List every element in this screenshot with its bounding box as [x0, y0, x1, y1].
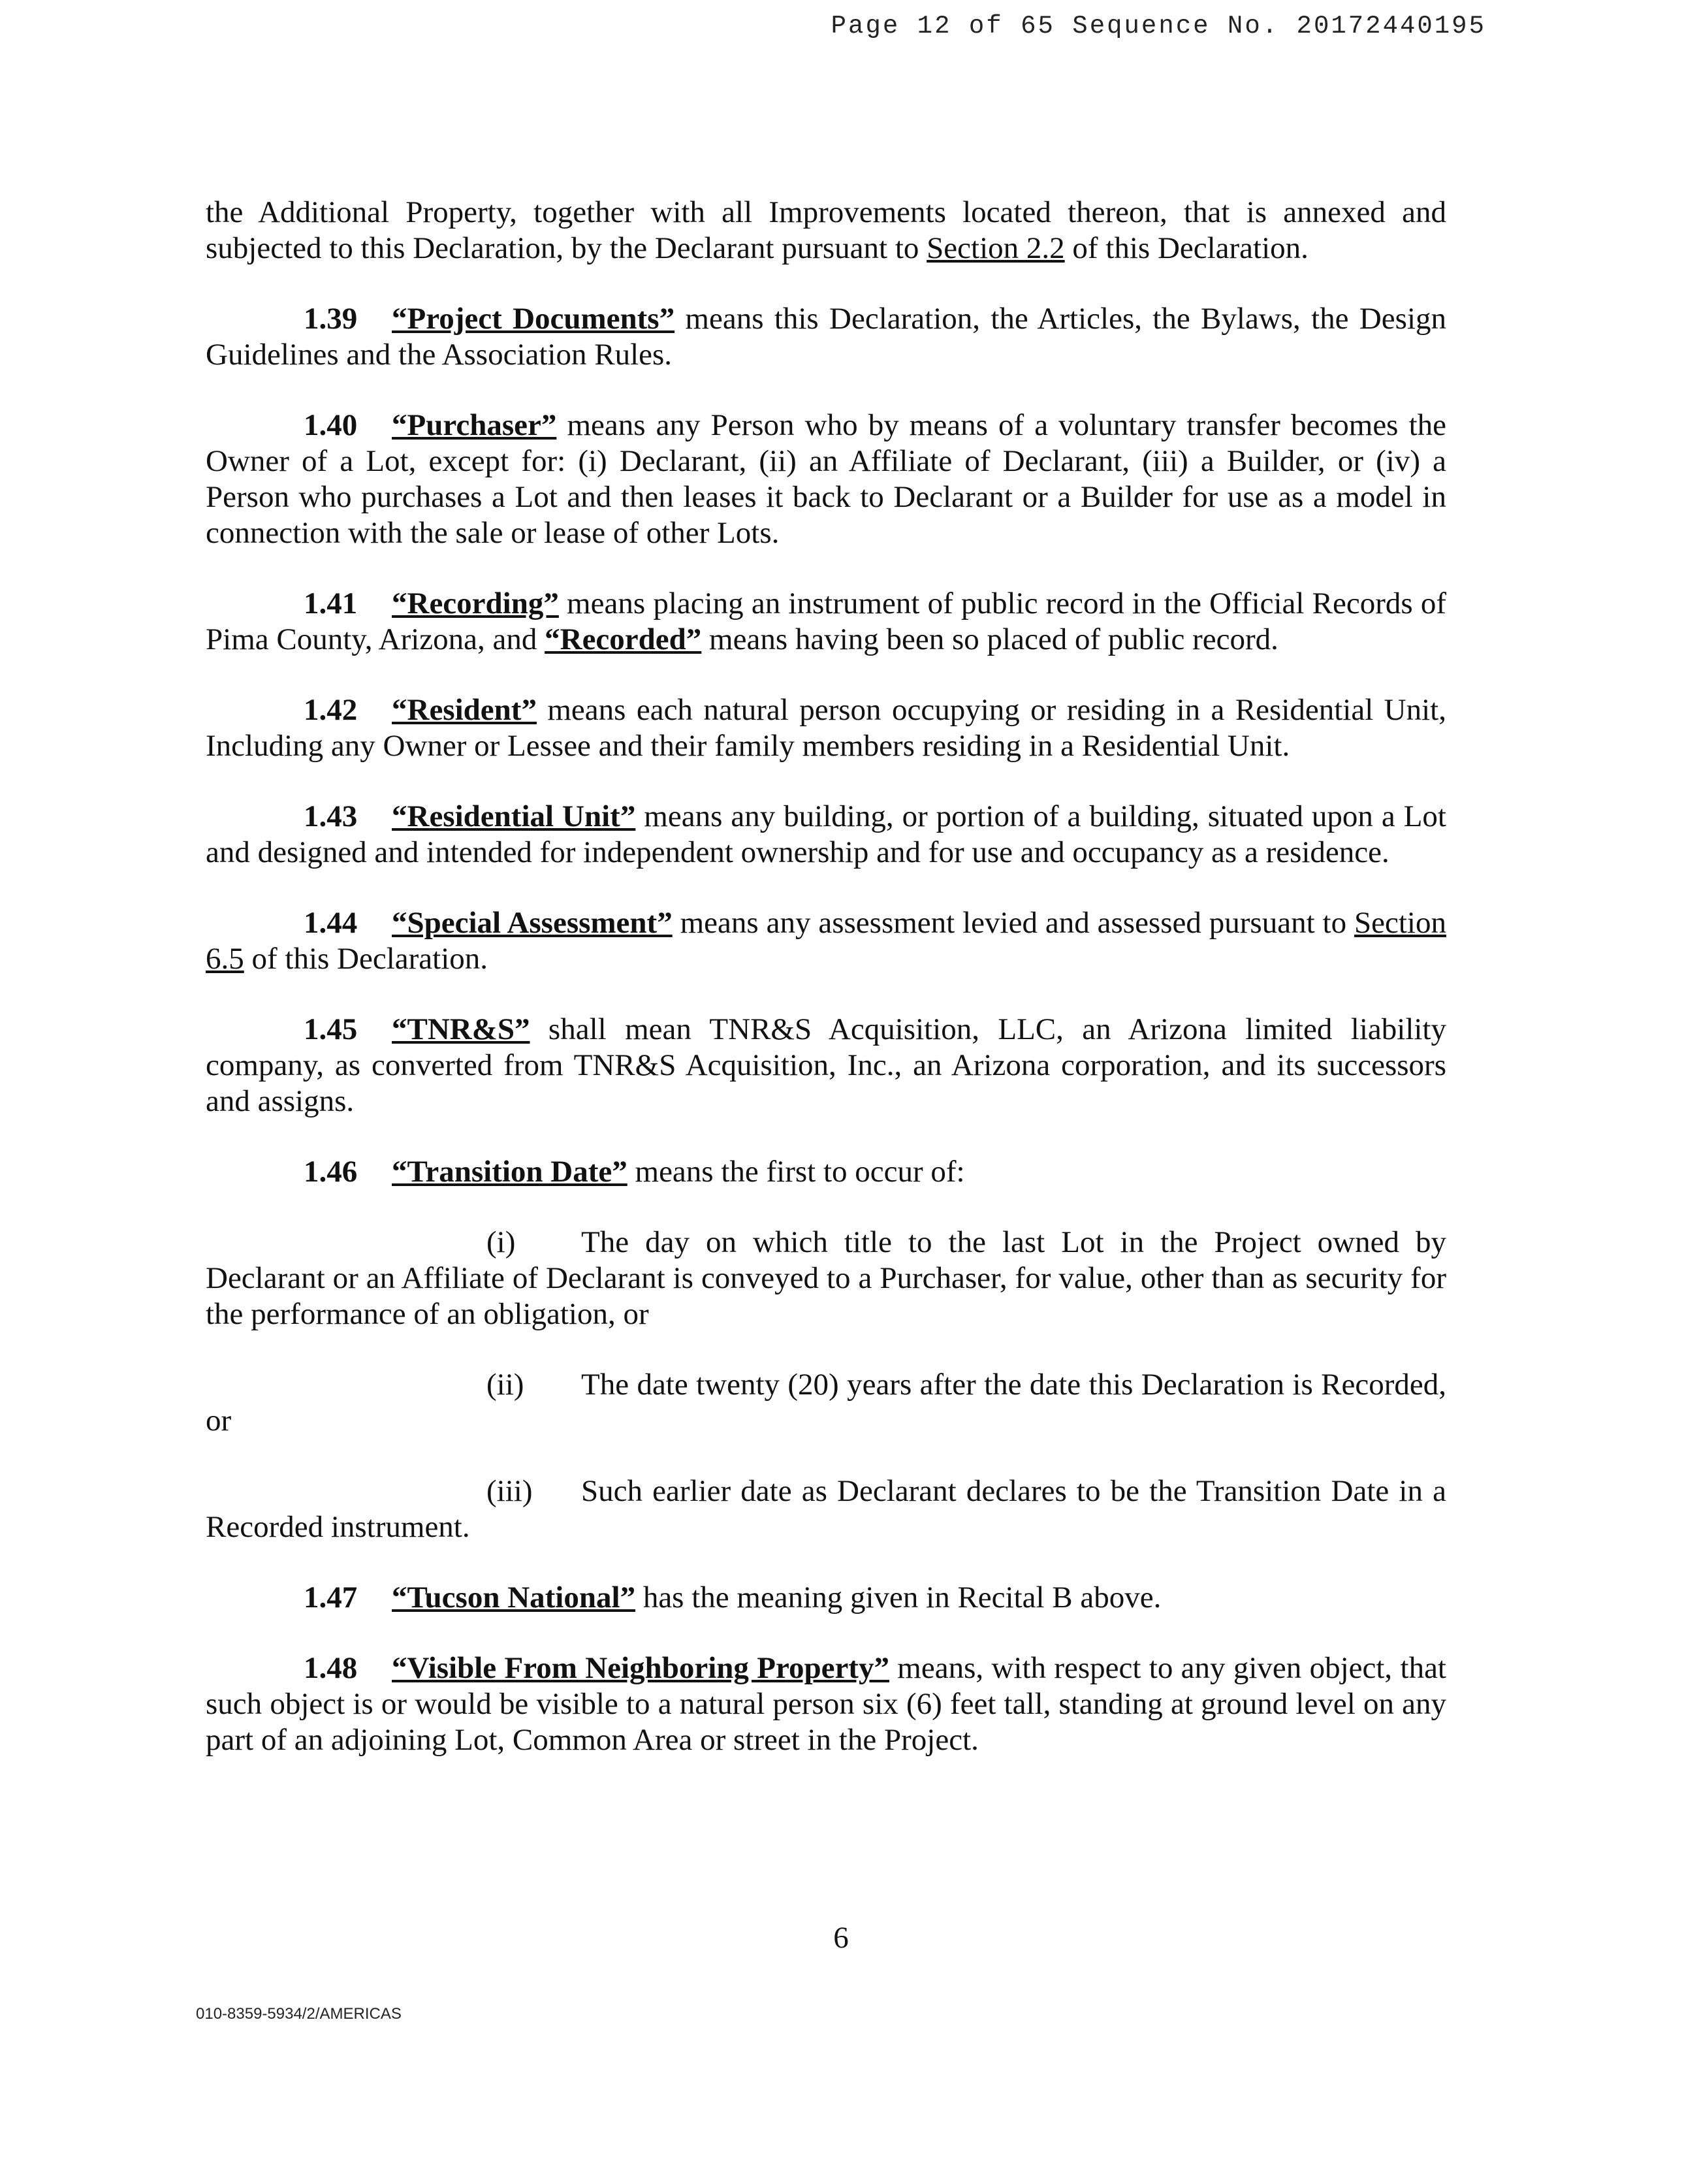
transition-item-iii [206, 1473, 1446, 1545]
defined-term: “Special Assessment” [392, 906, 673, 940]
continuation-paragraph [206, 195, 1446, 266]
definition-1-39 [206, 301, 1446, 373]
transition-item-i [206, 1225, 1446, 1332]
item-text: The date twenty (20) years after the date this Declaration is Recorded, or [206, 1368, 1446, 1437]
definition-text-end: of this Declaration. [244, 942, 488, 976]
definition-text: means the first to occur of: [627, 1155, 965, 1189]
definition-1-47 [206, 1580, 1446, 1616]
item-number: (i) [486, 1225, 516, 1259]
definition-text: has the meaning given in Recital B above. [635, 1581, 1162, 1614]
defined-term: “Transition Date” [392, 1155, 627, 1189]
definition-text: means any assessment levied and assessed pursuant to [672, 906, 1355, 940]
definition-text-end: means having been so placed of public record. [701, 622, 1278, 656]
definition-text: means placing an instrument of public record in the Official Records of Pima County, Arizona, and [206, 586, 1446, 656]
definition-1-46 [206, 1154, 1446, 1190]
section-number: 1.45 [304, 1012, 358, 1046]
definition-text: shall mean TNR&S Acquisition, LLC, an Arizona limited liability company, as converted from TNR&S Acquisition, Inc., an Arizona corporation, and its successors and assigns. [206, 1012, 1446, 1118]
section-reference: Section 6.5 [206, 906, 1446, 976]
defined-term-secondary: “Recorded” [545, 622, 702, 656]
item-text: Such earlier date as Declarant declares to be the Transition Date in a Recorded instrument. [206, 1474, 1446, 1544]
page-header: Page 12 of 65 Sequence No. 20172440195 [831, 12, 1486, 40]
section-number: 1.44 [304, 906, 358, 940]
section-reference: Section 2.2 [927, 231, 1065, 265]
section-number: 1.48 [304, 1651, 358, 1685]
section-number: 1.41 [304, 586, 358, 620]
continuation-text: the Additional Property, together with all Improvements located thereon, that is annexed and subjected to this Declaration, by the Declarant pursuant to [206, 195, 1446, 265]
defined-term: “Tucson National” [392, 1581, 636, 1614]
continuation-text-end: of this Declaration. [1064, 231, 1309, 265]
defined-term: “Resident” [392, 693, 537, 727]
definition-text: means any building, or portion of a building, situated upon a Lot and designed and intended for independent ownership and for use and occupancy as a residence. [206, 799, 1446, 869]
defined-term: “Purchaser” [392, 408, 557, 442]
definition-text: means any Person who by means of a voluntary transfer becomes the Owner of a Lot, except for: (i) Declarant, (ii) an Affiliate of Declarant, (iii) a Builder, or (iv) a Person who purchases a Lot and then leases it back to Declarant or a Builder for use as a model in connection with the sale or lease of other Lots. [206, 408, 1446, 550]
defined-term: “Residential Unit” [392, 799, 636, 833]
definition-1-45 [206, 1012, 1446, 1119]
section-number: 1.39 [304, 302, 358, 336]
defined-term: “TNR&S” [392, 1012, 530, 1046]
section-number: 1.46 [304, 1155, 358, 1189]
definition-text: means, with respect to any given object, that such object is or would be visible to a natural person six (6) feet tall, standing at ground level on any part of an adjoining Lot, Common Area or street in the Project. [206, 1651, 1446, 1757]
definition-text: means this Declaration, the Articles, the Bylaws, the Design Guidelines and the Association Rules. [206, 302, 1446, 372]
document-code: 010-8359-5934/2/AMERICAS [196, 2005, 402, 2023]
section-number: 1.42 [304, 693, 358, 727]
definition-1-44 [206, 905, 1446, 977]
section-number: 1.40 [304, 408, 358, 442]
definition-1-41 [206, 586, 1446, 658]
item-number: (iii) [486, 1474, 533, 1508]
definition-1-48 [206, 1650, 1446, 1758]
definition-1-42 [206, 692, 1446, 764]
definition-text: means each natural person occupying or residing in a Residential Unit, Including any Owner or Lessee and their family members residing in a Residential Unit. [206, 693, 1446, 763]
definition-1-40 [206, 408, 1446, 551]
page-number: 6 [833, 1921, 849, 1955]
defined-term: “Recording” [392, 586, 559, 620]
definition-1-43 [206, 799, 1446, 871]
document-body [206, 195, 1446, 1793]
transition-item-ii [206, 1367, 1446, 1439]
defined-term: “Project Documents” [392, 302, 675, 336]
defined-term: “Visible From Neighboring Property” [392, 1651, 889, 1685]
section-number: 1.47 [304, 1581, 358, 1614]
section-number: 1.43 [304, 799, 358, 833]
item-text: The day on which title to the last Lot in the Project owned by Declarant or an Affiliate of Declarant is conveyed to a Purchaser, for value, other than as security for the performance of an obligation, or [206, 1225, 1446, 1331]
item-number: (ii) [486, 1368, 524, 1402]
